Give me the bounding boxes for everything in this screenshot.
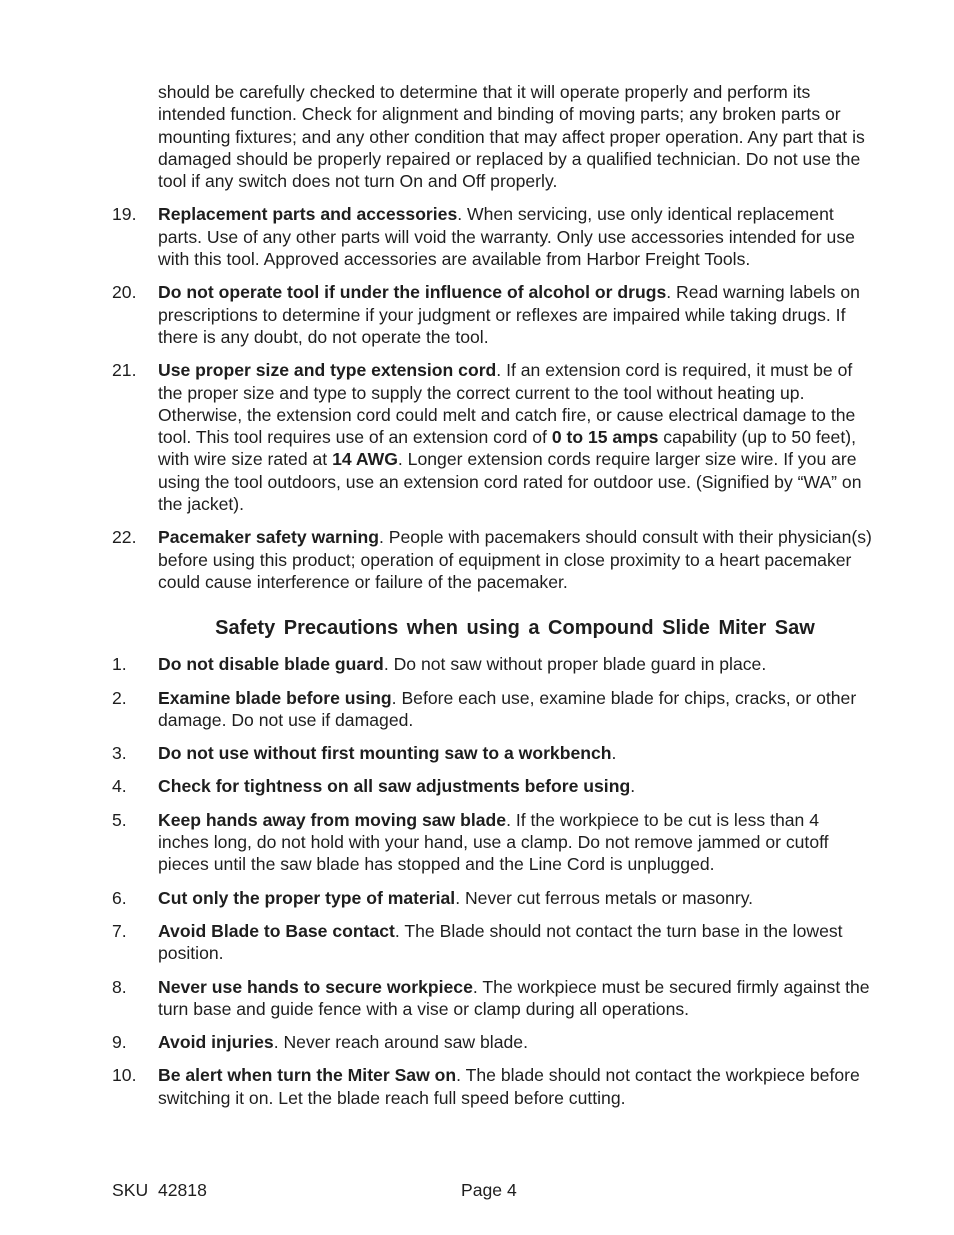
- item-text: [158, 887, 872, 909]
- list-item-21: [112, 359, 872, 515]
- item-title: Cut only the proper type of material: [158, 887, 456, 908]
- item-number: 21.: [112, 360, 137, 381]
- item-text: [158, 809, 872, 876]
- item-body: . Longer extension cords require larger size wire. If you are using the tool outdoors, use an extension cord rated for outdoor use. (Signified by “WA” on the jacket).: [158, 449, 862, 515]
- wire-gauge: 14 AWG: [332, 449, 398, 470]
- saw-item-6: [112, 887, 872, 909]
- item-body: . If an extension cord is required, it must be of the proper size and type to supply the correct current to the tool without heating up. Otherwise, the extension cord could melt and catch fire, or cause electrical damage to the tool. This tool requires use of an extension cord of: [158, 360, 856, 448]
- saw-item-8: [112, 976, 872, 1021]
- item-body: . Do not saw without proper blade guard in place.: [383, 654, 767, 675]
- item-text: [158, 653, 872, 675]
- item-text: [158, 281, 872, 348]
- item-title: Use proper size and type extension cord: [158, 360, 497, 381]
- amps-rating: 0 to 15 amps: [551, 427, 659, 448]
- continuation-paragraph: should be carefully checked to determine that it will operate properly and perform its intended function. Check for alignment and binding of moving parts; any broken parts or mounting fixtures; and any other condition that may affect proper operation. Any part that is damaged should be properly repaired or replaced by a qualified technician. Do not use the tool if any switch does not turn On and Off properly.: [158, 82, 865, 192]
- item-title: Never use hands to secure workpiece: [158, 976, 473, 997]
- item-body: . Read warning labels on prescriptions to determine if your judgment or reflexes are impaired while taking drugs. If there is any doubt, do not operate the tool.: [158, 282, 860, 347]
- item-body: . The Blade should not contact the turn base in the lowest position.: [158, 920, 843, 964]
- list-item-20: [112, 281, 872, 348]
- item-title: Do not use without first mounting saw to a workbench: [158, 743, 612, 764]
- item-body: . Before each use, examine blade for chips, cracks, or other damage. Do not use if damaged.: [158, 687, 857, 730]
- document-body: [112, 81, 872, 1120]
- item-text: [158, 203, 872, 270]
- item-number: 22.: [112, 527, 137, 548]
- item-number: 6.: [112, 887, 127, 908]
- saw-item-3: [112, 742, 872, 764]
- item-number: 4.: [112, 776, 127, 797]
- saw-item-9: [112, 1031, 872, 1053]
- item-text: [158, 742, 872, 764]
- item-number: 5.: [112, 809, 127, 830]
- item-body: capability (up to 50 feet), with wire size rated at: [158, 427, 856, 470]
- saw-item-1: [112, 653, 872, 675]
- item-number: 7.: [112, 920, 127, 941]
- saw-item-10: [112, 1064, 872, 1109]
- saw-item-7: [112, 920, 872, 965]
- item-text: [158, 920, 872, 965]
- item-title: Pacemaker safety warning: [158, 527, 380, 548]
- item-title: Do not operate tool if under the influence of alcohol or drugs: [158, 282, 667, 303]
- item-number: 8.: [112, 976, 127, 997]
- item-number: 20.: [112, 282, 137, 303]
- item-body: . The blade should not contact the workpiece before switching it on. Let the blade reach full speed before cutting.: [158, 1065, 860, 1108]
- item-title: Avoid Blade to Base contact: [158, 920, 395, 941]
- item-text: [158, 687, 872, 732]
- footer-page-number: Page 4: [461, 1180, 517, 1200]
- item-body: . The workpiece must be secured firmly against the turn base and guide fence with a vise or clamp during all operations.: [158, 976, 870, 1019]
- item-title: Be alert when turn the Miter Saw on: [158, 1065, 457, 1086]
- item-title: Check for tightness on all saw adjustments before using: [158, 776, 631, 797]
- saw-item-4: [112, 775, 872, 797]
- item-number: 9.: [112, 1032, 127, 1053]
- item-title: Examine blade before using: [158, 687, 392, 708]
- item-body: . Never cut ferrous metals or masonry.: [455, 887, 754, 908]
- item-text: [158, 775, 872, 797]
- saw-item-2: [112, 687, 872, 732]
- item-number: 10.: [112, 1065, 137, 1086]
- item-body: . People with pacemakers should consult with their physician(s) before using this product; operation of equipment in close proximity to a heart pacemaker could cause interference or failure of the pacemaker.: [158, 527, 872, 592]
- item-number: 2.: [112, 687, 127, 708]
- list-item-19: [112, 203, 872, 270]
- item-body: . If the workpiece to be cut is less than 4 inches long, do not hold with your hand, use a clamp. Do not remove jammed or cutoff pieces until the saw blade has stopped and the Line Cord is unplugged.: [158, 809, 829, 875]
- item-text: [158, 359, 872, 515]
- item-title: Keep hands away from moving saw blade: [158, 809, 507, 830]
- item-body: . When servicing, use only identical replacement parts. Use of any other parts will void the warranty. Only use accessories intended for use with this tool. Approved accessories are available from Harbor Freight Tools.: [158, 204, 855, 270]
- item-number: 3.: [112, 743, 127, 764]
- list-item-22: [112, 526, 872, 593]
- item-number: 19.: [112, 204, 137, 225]
- item-text: [158, 1031, 872, 1053]
- item-body: .: [611, 743, 617, 764]
- item-text: [158, 976, 872, 1021]
- item-title: Avoid injuries: [158, 1032, 274, 1053]
- saw-item-5: [112, 809, 872, 876]
- item-body: . Never reach around saw blade.: [273, 1032, 528, 1053]
- footer-sku: SKU 42818: [112, 1180, 207, 1200]
- item-body: .: [630, 776, 636, 797]
- section-heading: Safety Precautions when using a Compound Slide Miter Saw: [215, 617, 815, 640]
- item-title: Replacement parts and accessories: [158, 204, 458, 225]
- item-number: 1.: [112, 654, 127, 675]
- item-text: [158, 1064, 872, 1109]
- item-text: [158, 526, 872, 593]
- item-title: Do not disable blade guard: [158, 654, 384, 675]
